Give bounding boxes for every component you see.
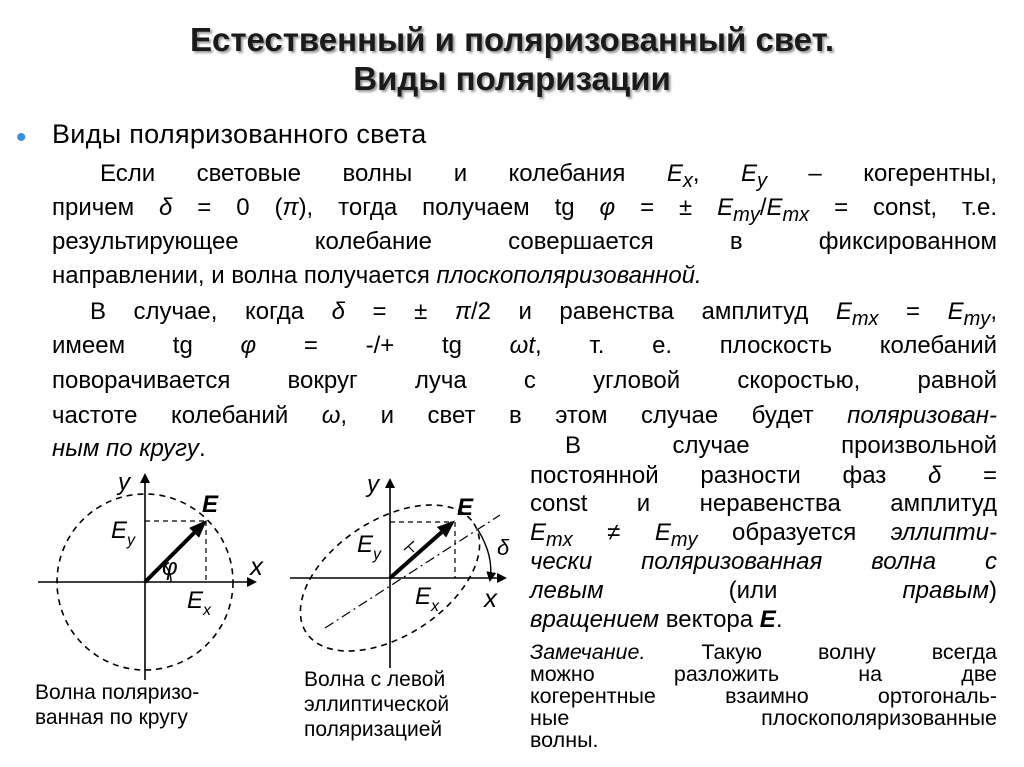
- note-line2: можно разложить на две: [530, 662, 997, 686]
- fig2-angle-mark: [404, 541, 414, 552]
- fig2-e-vector: [390, 523, 452, 578]
- fig2-e-label: E: [457, 494, 474, 521]
- paragraph1-line2: причем δ = 0 (π), тогда получаем tg φ = ± $E_{my}/E_{mx}$ = const, т.е.: [52, 194, 998, 226]
- paragraph2-line2: имеем tg φ = -/+ tg ωt, т. е. плоскость колебаний: [52, 332, 998, 359]
- fig2-delta-label: δ: [497, 535, 510, 560]
- bullet-marker: •: [16, 121, 27, 154]
- fig1-ey-label: $E_y$: [111, 517, 136, 549]
- paragraph3-line7: вращением вектора E.: [530, 606, 783, 633]
- paragraph3-line1: В случае произвольной: [565, 432, 997, 459]
- bullet-heading: Виды поляризованного света: [52, 119, 427, 149]
- elliptical-polarization-figure: [275, 471, 510, 681]
- paragraph3-line5: чески поляризованная волна с: [530, 548, 997, 575]
- note-line3: когерентные взаимно ортогональ-: [530, 684, 997, 708]
- fig1-e-label: E: [202, 491, 219, 518]
- paragraph1-line3: результирующее колебание совершается в фиксированном: [52, 228, 997, 255]
- page-title: Естественный и поляризованный свет.: [189, 21, 835, 58]
- fig1-ex-label: $E_x$: [187, 587, 212, 619]
- page-subtitle: Виды поляризации: [353, 60, 671, 97]
- note-line5: волны.: [530, 728, 599, 752]
- paragraph2-line3: поворачивается вокруг луча с угловой скоростью, равной: [52, 367, 997, 394]
- fig1-x-label: x: [250, 551, 263, 581]
- fig1-caption-2: ванная по кругу: [35, 706, 188, 729]
- fig1-y-label: y: [118, 469, 130, 496]
- paragraph3-line6: левым (или правым): [530, 577, 998, 604]
- fig1-phi-label: φ: [162, 554, 178, 581]
- fig2-caption-1: Волна с левой: [304, 668, 446, 691]
- paragraph2-line5: ным по кругу.: [52, 435, 206, 462]
- paragraph3-line2: постоянной разности фаз δ =: [530, 462, 998, 489]
- paragraph2-line4: частоте колебаний ω, и свет в этом случае будет поляризован-: [52, 402, 997, 429]
- paragraph1-line1: Если световые волны и колебания $E_x$, $E_y$ – когерентны,: [100, 160, 997, 192]
- fig2-caption-2: эллиптической: [304, 693, 450, 716]
- fig2-ey-label: $E_y$: [357, 531, 382, 563]
- note-line1: Замечание. Такую волну всегда: [530, 640, 997, 664]
- fig2-x-label: x: [484, 583, 497, 613]
- paragraph1-line4: направлении, и волна получается плоскополяризованной.: [52, 262, 702, 289]
- major-axis: [325, 515, 500, 628]
- fig2-y-label: y: [367, 471, 379, 498]
- paragraph2-line1: В случае, когда δ = ± π/2 и равенства амплитуд $E_{mx} = E_{my}$,: [90, 298, 997, 330]
- paragraph3-line4: $E_{mx} \ne E_{my}$ образуется эллипти-: [530, 519, 997, 551]
- circular-polarization-figure: [38, 469, 264, 680]
- fig1-caption-1: Волна поляризо-: [35, 681, 200, 704]
- paragraph3-line3: const и неравенства амплитуд: [530, 490, 997, 517]
- fig2-ex-label: $E_x$: [415, 583, 440, 615]
- fig2-caption-3: поляризацией: [304, 718, 443, 741]
- note-line4: ные плоскополяризованные: [530, 706, 997, 730]
